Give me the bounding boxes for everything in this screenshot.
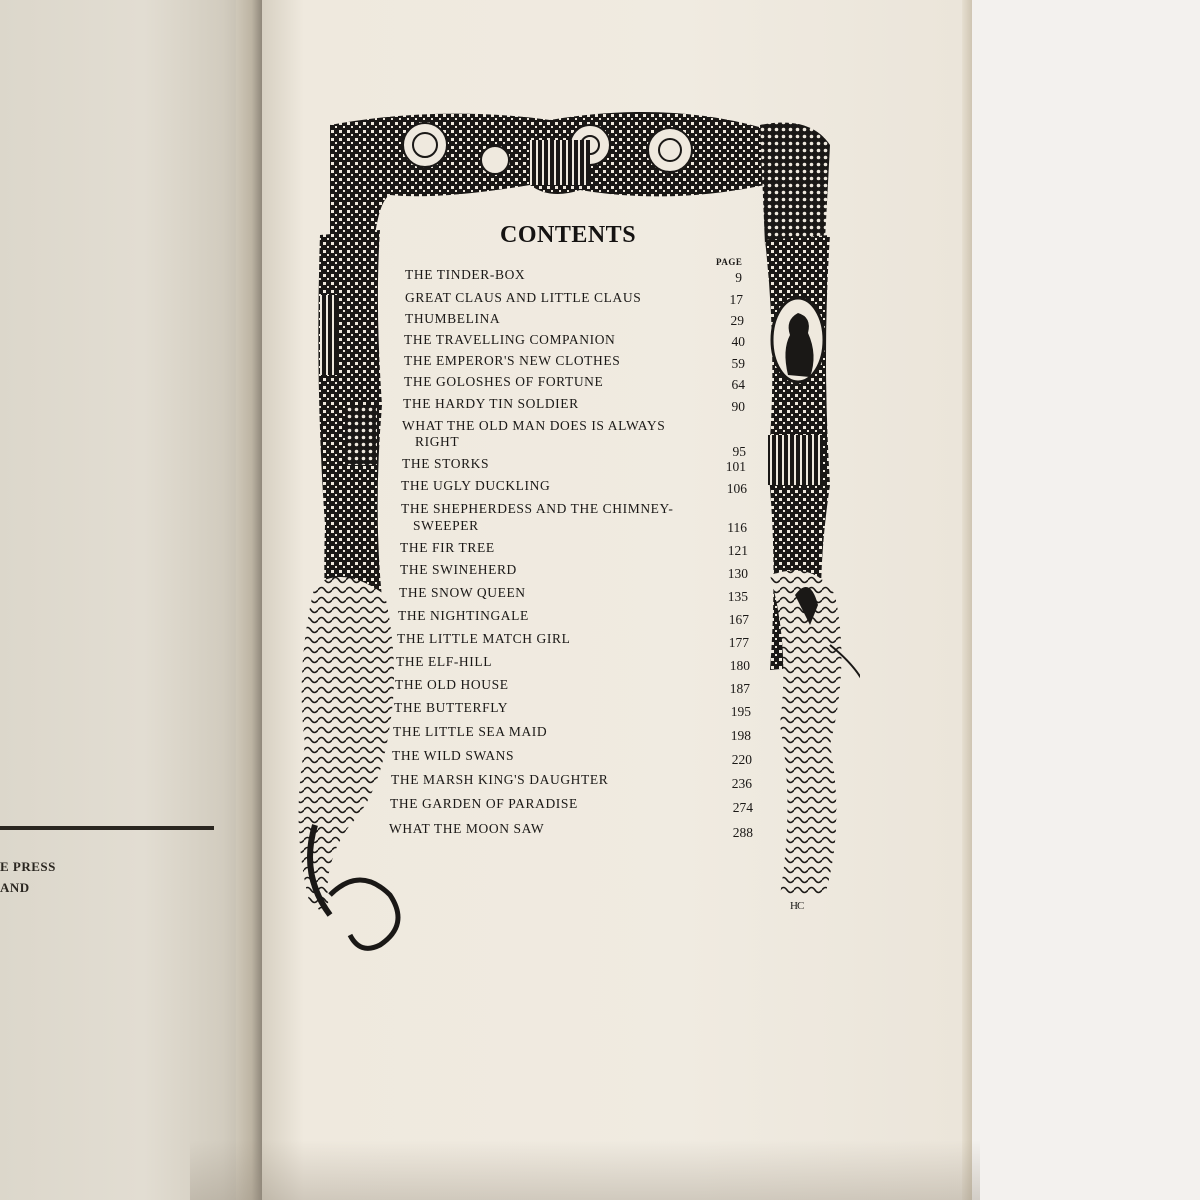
contents-entry-title: THE TRAVELLING COMPANION <box>404 332 616 347</box>
contents-entry-page: 135 <box>727 589 748 604</box>
contents-entry-page: 177 <box>728 635 749 650</box>
contents-entry-title: THE UGLY DUCKLING <box>401 478 551 493</box>
contents-entry-page: 59 <box>731 356 745 371</box>
contents-entry-page: 121 <box>727 543 748 558</box>
contents-entry-page: 130 <box>727 566 748 581</box>
contents-entry-title: THE GARDEN OF PARADISE <box>390 796 578 811</box>
contents-entry-page: 64 <box>731 377 745 392</box>
contents-entry-page: 288 <box>732 825 753 840</box>
contents-entry-page: 274 <box>732 800 753 815</box>
left-page-text-1: E PRESS <box>0 859 56 874</box>
contents-entry-title: THE WILD SWANS <box>392 748 515 763</box>
contents-entry-title: GREAT CLAUS AND LITTLE CLAUS <box>405 290 642 305</box>
contents-entry-title: THE OLD HOUSE <box>395 677 509 692</box>
contents-entry-title-continued: RIGHT <box>415 434 460 449</box>
contents-entry-page: 40 <box>731 334 745 349</box>
contents-entry-title-continued: SWEEPER <box>413 518 479 533</box>
contents-entry-title: THE STORKS <box>402 456 490 471</box>
contents-entry-page: 116 <box>727 520 747 535</box>
left-page <box>0 0 262 1200</box>
contents-entry-page: 220 <box>731 752 752 767</box>
contents-entry-title: THE EMPEROR'S NEW CLOTHES <box>404 353 621 368</box>
contents-entry-title: THE HARDY TIN SOLDIER <box>403 396 579 411</box>
contents-entry-page: 90 <box>731 399 745 414</box>
contents-entry-title: THE ELF-HILL <box>396 654 493 669</box>
contents-entry-title: THUMBELINA <box>405 311 501 326</box>
contents-entry-title: THE SNOW QUEEN <box>399 585 526 600</box>
contents-entry-page: 167 <box>728 612 749 627</box>
page-column-label: PAGE <box>716 257 743 267</box>
left-page-text-2: AND <box>0 880 30 895</box>
contents-entry-title: THE SWINEHERD <box>400 562 517 577</box>
contents-entry-page: 101 <box>725 459 746 474</box>
illustrator-signature: HC <box>790 900 804 912</box>
contents-entry-page: 198 <box>730 728 751 743</box>
contents-entry-title: THE MARSH KING'S DAUGHTER <box>391 772 609 787</box>
contents-entry-page: 106 <box>726 481 747 496</box>
contents-entry-page: 187 <box>729 681 750 696</box>
bottom-shadow <box>190 1140 980 1200</box>
contents-entry-title: WHAT THE MOON SAW <box>389 821 545 836</box>
contents-entry-title: THE FIR TREE <box>400 540 495 555</box>
contents-entry-page: 195 <box>730 704 751 719</box>
contents-entry-title: THE TINDER-BOX <box>405 267 526 282</box>
contents-entry-title: THE BUTTERFLY <box>394 700 509 715</box>
contents-title: CONTENTS <box>500 222 637 248</box>
contents-entry-page: 9 <box>735 270 742 285</box>
contents-entry-page: 236 <box>731 776 752 791</box>
contents-entry-page: 17 <box>729 292 743 307</box>
contents-entry-page: 180 <box>729 658 750 673</box>
contents-entry-title: THE LITTLE MATCH GIRL <box>397 631 571 646</box>
left-page-edge <box>236 0 262 1200</box>
page-edge <box>962 0 972 1200</box>
contents-entry-page: 95 <box>732 444 746 459</box>
left-page-rule <box>0 826 214 830</box>
contents-entry-title: THE GOLOSHES OF FORTUNE <box>404 374 604 389</box>
contents-entry-title: THE NIGHTINGALE <box>398 608 529 623</box>
contents-entry-title: THE SHEPHERDESS AND THE CHIMNEY- <box>401 501 674 516</box>
contents-entry-page: 29 <box>730 313 744 328</box>
contents-entry-title: WHAT THE OLD MAN DOES IS ALWAYS <box>402 418 666 433</box>
contents-entry-title: THE LITTLE SEA MAID <box>393 724 548 739</box>
